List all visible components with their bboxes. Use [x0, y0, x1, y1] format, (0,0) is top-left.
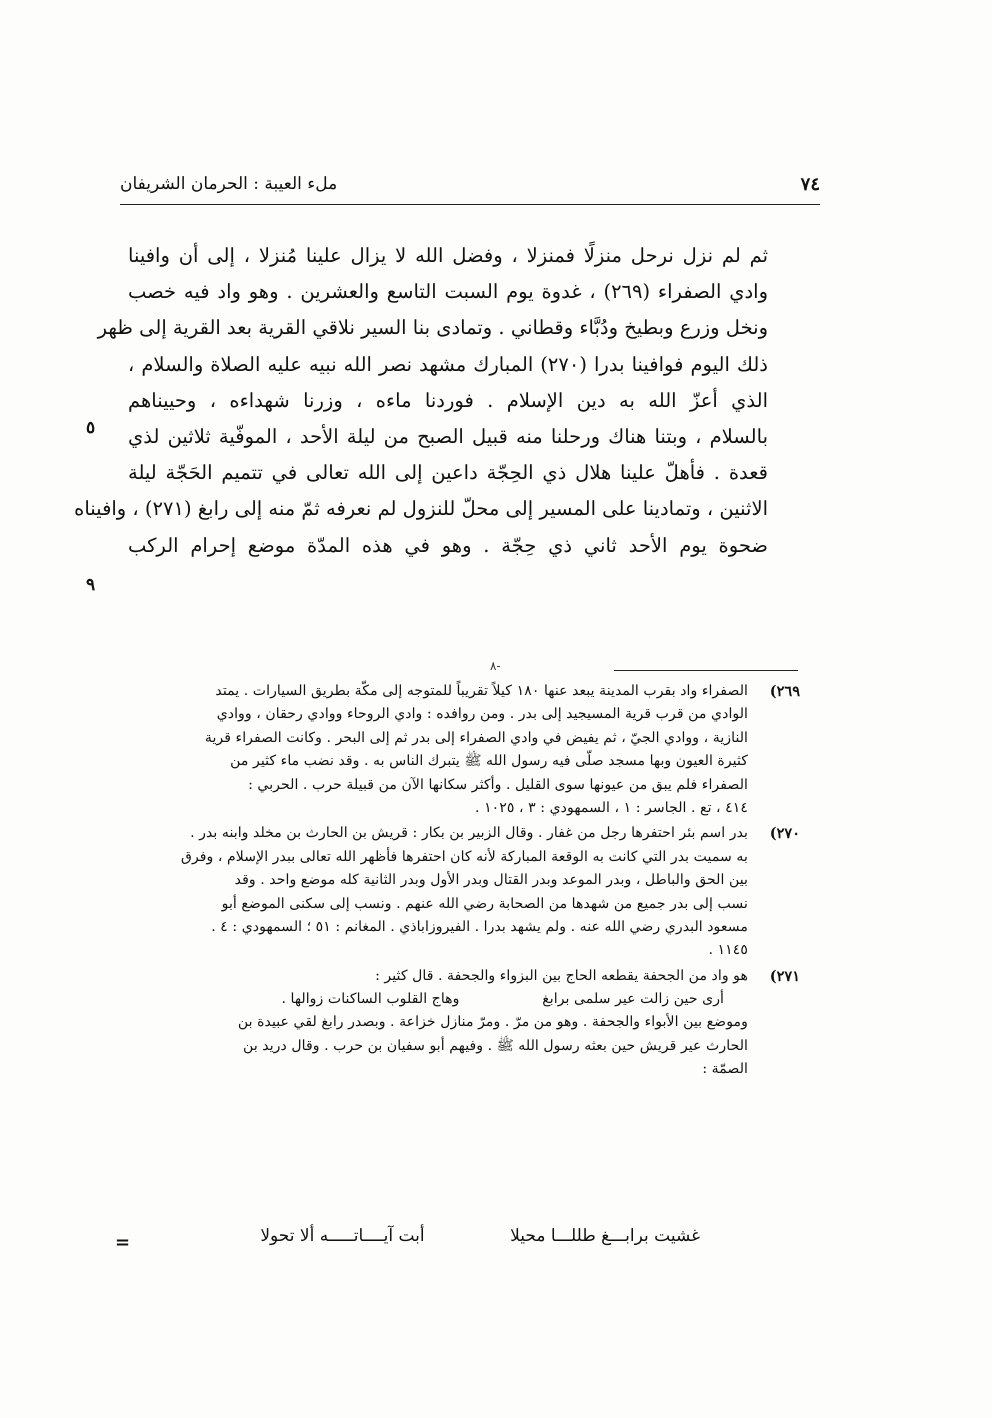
footnote-number: ٢٦٩)	[769, 683, 800, 700]
text-line: الذي أعزّ الله به دين الإسلام . فوردنا ماءه ، وزرنا شهداءه ، وحييناهم	[128, 388, 768, 412]
line-number-9: ٩	[86, 575, 96, 595]
text-line: ذلك اليوم فوافينا بدرا (٢٧٠) المبارك مشهد نصر الله نبيه عليه الصلاة والسلام ،	[128, 352, 768, 376]
text-line: ضحوة يوم الأحد ثاني ذي حِجّة . وهو في هذه المدّة موضع إحرام الركب	[128, 533, 768, 557]
footnote-line: الصفراء فلم يبق من عيونها سوى القليل . وأكثر سكانها الآن من قبيلة حرب . الحربي :	[248, 776, 748, 793]
text-line: ونخل وزرع وبطيخ ودُبَّاء وقطاني . وتمادى بنا السير نلاقي القرية بعد القرية إلى ظهر	[97, 316, 768, 340]
poem-first-hemistich: غشيت برابـــغ طللـــا محيلا	[510, 1226, 700, 1246]
poem-verse	[180, 1226, 700, 1246]
text-line: ثم لم نزل نرحل منزلًا فمنزلا ، وفضل الله لا يزال علينا مُنزلا ، إلى أن وافينا	[128, 244, 768, 267]
footnote-line: وموضع بين الأبواء والجحفة . وهو من مرّ . ومرّ منازل خزاعة . وبصدر رابغ لقي عبيدة بن	[237, 1014, 748, 1031]
verse-line	[130, 988, 748, 1011]
footnote-line: ١١٤٥ .	[708, 942, 748, 959]
footnote-271	[130, 965, 800, 1082]
footnote-line: الصمّة :	[702, 1061, 748, 1078]
footnote-line: الصفراء واد بقرب المدينة يبعد عنها ١٨٠ كيلاً تقريباً للمتوجه إلى مكّة بطريق السيارات . يمتد	[215, 683, 748, 699]
footnote-line: الوادي من قرب قرية المسيجيد إلى بدر . ومن روافده : وادي الروحاء ووادي رحقان ، ووادي	[216, 706, 748, 723]
continuation-mark: =	[115, 1232, 131, 1253]
footnote-line: مسعود البدري رضي الله عنه . ولم يشهد بدرا . الفيروزاباذي . المغانم : ٥١ ؛ السمهودي : ٤ .	[211, 918, 748, 935]
text-line: الاثنين ، وتمادينا على المسير إلى محلّ للنزول لم نعرفه ثمّ منه إلى رابغ (٢٧١) ، وافيناه	[74, 497, 768, 521]
text-line: بالسلام ، وبتنا هناك ورحلنا منه قبيل الصبح من ليلة الأحد ، الموفّية ثلاثين لذي	[128, 424, 768, 448]
verse-hemistich: أرى حين زالت عير سلمى برابغ	[542, 991, 724, 1008]
footnote-line: النازية ، ووادي الجيّ ، ثم يفيض في وادي الصفراء إلى بدر ثم إلى البحر . وكانت الصفراء قرية	[204, 729, 748, 746]
footnote-line: الحارث عير قريش حين بعثه رسول الله ﷺ . وفيهم أبو سفيان بن حرب . وقال دريد بن	[243, 1037, 748, 1054]
page-number: ٧٤	[800, 174, 820, 195]
footnote-line: نسب إلى بدر جميع من شهدها من الصحابة رضي الله عنهم . ونسب إلى سكنى الموضع أبو	[221, 895, 748, 912]
footnotes	[130, 680, 800, 1084]
text-line: قعدة . فأهلّ علينا هلال ذي الحِجّة داعين إلى الله تعالى في تتميم الحَجّة ليلة	[128, 461, 768, 485]
footnote-number: ٢٧١)	[769, 967, 800, 985]
footnote-line: به سميت بدر التي كانت به الوقعة المباركة لأنه كان احتفرها فأظهر الله تعالى ببدر الإسلام ، وفرق	[180, 848, 748, 865]
footnote-270	[130, 822, 800, 962]
footnote-269	[130, 680, 800, 820]
running-title: ملء العيبة : الحرمان الشريفان	[120, 174, 338, 194]
text-line: وادي الصفراء (٢٦٩) ، غدوة يوم السبت التاسع والعشرين . وهو واد فيه خصب	[128, 280, 768, 304]
footnote-line: بدر اسم بئر احتفرها رجل من غفار . وقال الزبير بن بكار : قريش بن الحارث بن مخلد وابنه بدر .	[190, 825, 748, 842]
handwritten-mark: ٨-	[490, 659, 501, 673]
verse-hemistich: وهاج القلوب الساكنات زوالها .	[281, 991, 460, 1008]
footnote-number: ٢٧٠)	[769, 825, 800, 843]
poem-second-hemistich: أبت آيــــاتـــــه ألا تحولا	[260, 1226, 425, 1246]
main-text	[74, 238, 768, 564]
page-header	[120, 170, 820, 205]
line-number-5: ٥	[86, 418, 96, 438]
footnote-line: بين الحق والباطل ، وبدر الموعد وبدر القتال وبدر الأول وبدر الثانية كله موضع واحد . وقد	[234, 872, 748, 889]
footnote-line: كثيرة العيون وبها مسجد صلّى فيه رسول الله ﷺ يتبرك الناس به . وقد نضب ماء كثير من	[230, 753, 748, 770]
footnote-line: ٤١٤ ، تع . الجاسر : ١ ، السمهودي : ٣ ، ١٠٢٥ .	[475, 799, 748, 816]
footnote-line: هو واد من الجحفة يقطعه الحاج بين البزواء والجحفة . قال كثير :	[375, 967, 748, 984]
footnote-separator	[614, 670, 798, 671]
